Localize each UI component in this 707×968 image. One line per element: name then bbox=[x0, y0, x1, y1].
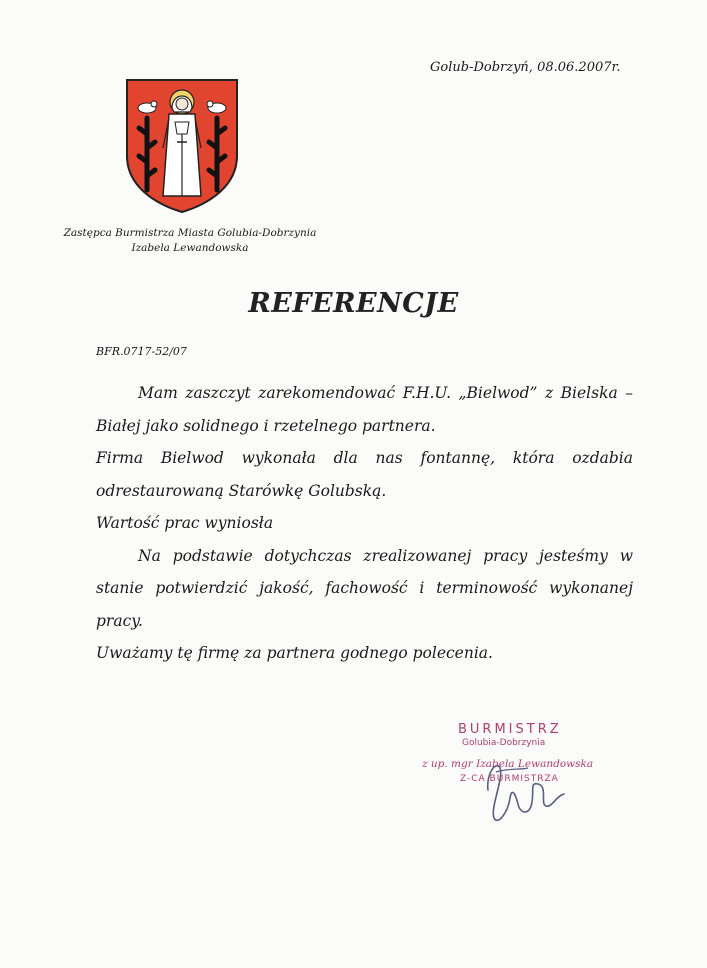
document-title: REFERENCJE bbox=[248, 288, 459, 319]
issuer-block bbox=[40, 226, 340, 256]
issuer-name: Izabela Lewandowska bbox=[131, 242, 249, 254]
paragraph-confirmation: Na podstawie dotychczas zrealizowanej pracy jesteśmy w stanie potwierdzić jakość, fachowość i terminowość wykonanej pracy. bbox=[96, 546, 633, 630]
issuer-title: Zastępca Burmistrza Miasta Golubia-Dobrzynia bbox=[63, 227, 317, 239]
coat-of-arms-icon bbox=[123, 78, 241, 214]
reference-number: BFR.0717-52/07 bbox=[96, 345, 187, 358]
paragraph-recommendation: Mam zaszczyt zarekomendować F.H.U. „Bielwod” z Bielska – Białej jako solidnego i rzetelnego partnera. bbox=[96, 384, 633, 435]
stamp-role: Z-CA BURMISTRZA bbox=[460, 774, 559, 784]
stamp-signatory: z up. mgr Izabela Lewandowska bbox=[422, 758, 594, 770]
paragraph-value: Wartość prac wyniosła bbox=[96, 514, 274, 532]
paragraph-closing: Uważamy tę firmę za partnera godnego polecenia. bbox=[96, 644, 493, 662]
paragraph-fountain: Firma Bielwod wykonała dla nas fontannę, która ozdabia odrestaurowaną Starówkę Golubską. bbox=[96, 449, 633, 500]
official-stamp bbox=[420, 718, 620, 868]
handwritten-signature bbox=[460, 738, 580, 828]
letter-date: Golub-Dobrzyń, 08.06.2007r. bbox=[430, 60, 621, 75]
stamp-town: Golubia-Dobrzynia bbox=[462, 738, 546, 748]
stamp-title: BURMISTRZ bbox=[458, 722, 562, 737]
letter-body bbox=[96, 377, 633, 670]
